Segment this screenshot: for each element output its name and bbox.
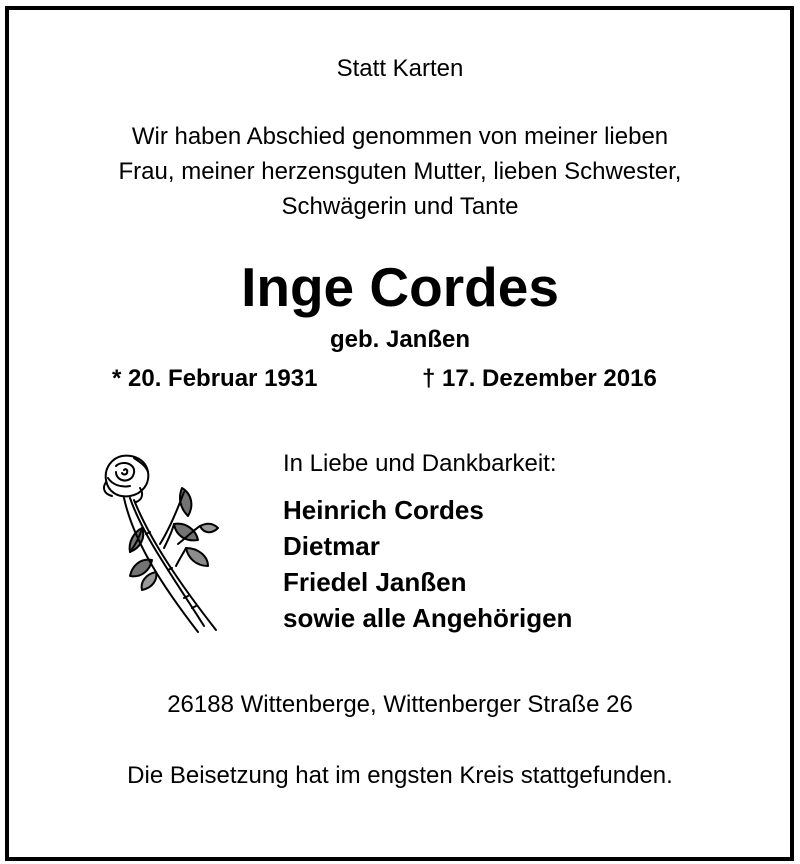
- mourner-item: Friedel Janßen: [283, 567, 467, 597]
- mourners-list: [283, 492, 572, 636]
- funeral-note: Die Beisetzung hat im engsten Kreis stattgefunden.: [127, 762, 673, 789]
- deceased-name: Inge Cordes: [241, 256, 559, 318]
- maiden-name: geb. Janßen: [329, 326, 471, 353]
- death-date: † 17. Dezember 2016: [422, 365, 657, 392]
- intro-line: Frau, meiner herzensguten Mutter, lieben Schwester,: [118, 158, 682, 185]
- mourners-intro: In Liebe und Dankbarkeit:: [283, 450, 557, 477]
- birth-date: * 20. Februar 1931: [112, 365, 318, 392]
- mourner-item: Dietmar: [283, 531, 380, 561]
- intro-line: Wir haben Abschied genommen von meiner lieben: [131, 123, 669, 150]
- rose-icon: [94, 448, 234, 638]
- intro-line: Schwägerin und Tante: [281, 193, 519, 220]
- intro-text: [0, 119, 800, 224]
- mourner-item: Heinrich Cordes: [283, 495, 484, 525]
- address: 26188 Wittenberge, Wittenberger Straße 26: [167, 691, 633, 718]
- mourner-item: sowie alle Angehörigen: [283, 603, 573, 633]
- notice-header: Statt Karten: [336, 55, 464, 82]
